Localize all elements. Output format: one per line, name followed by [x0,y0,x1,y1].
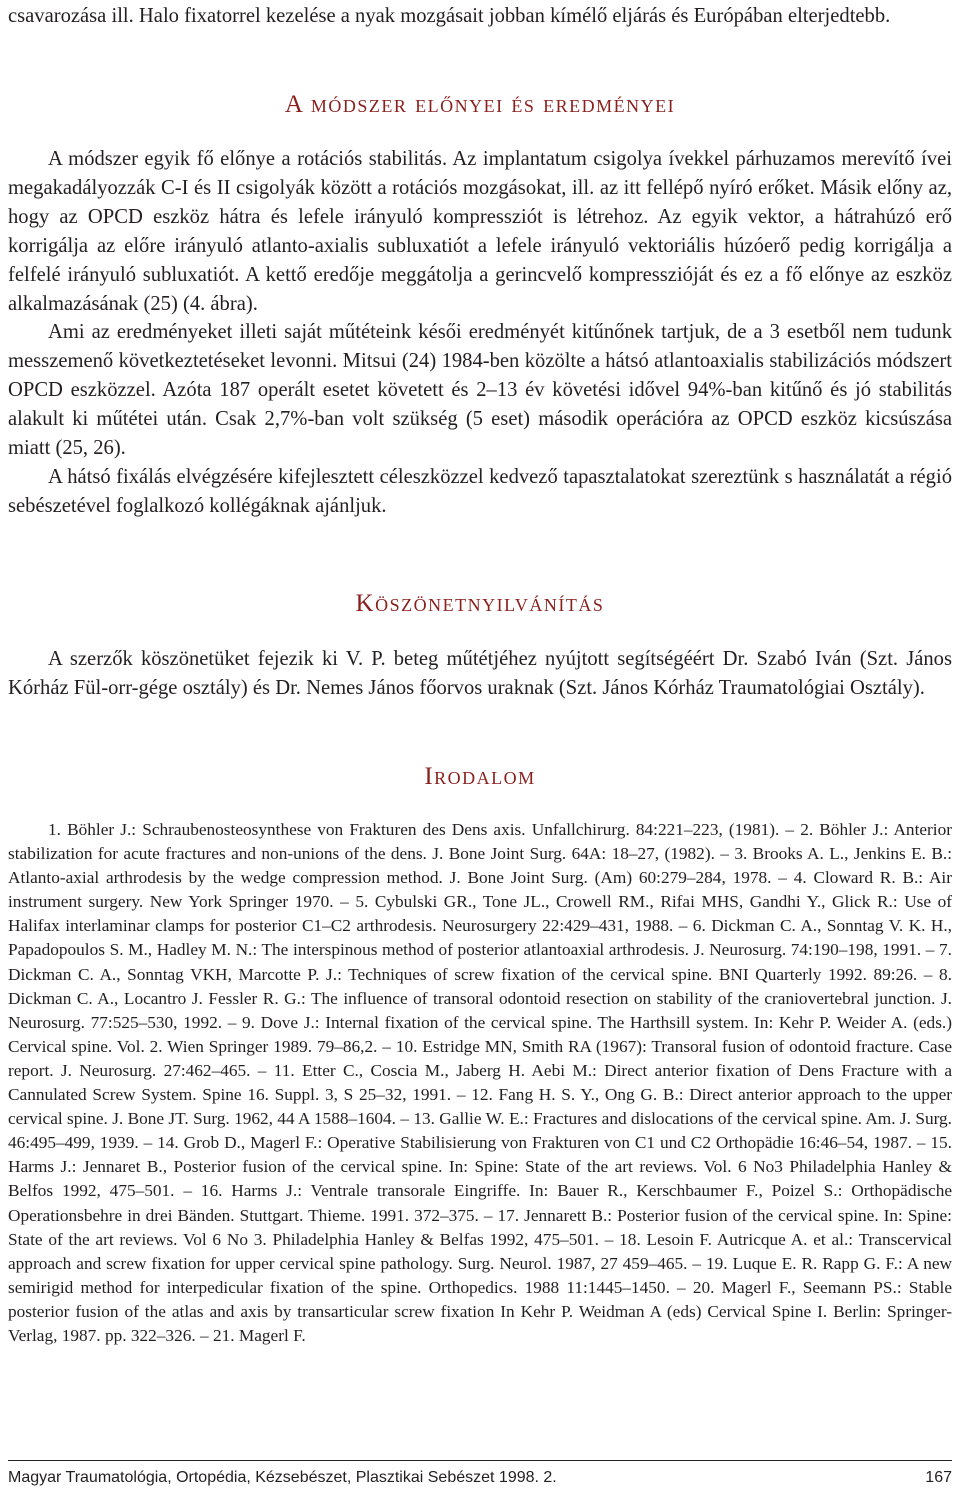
journal-citation: Magyar Traumatológia, Ortopédia, Kézsebészet, Plasztikai Sebészet 1998. 2. [8,1469,557,1486]
section-heading-advantages: A módszer előnyei és eredményei [284,91,676,118]
acknowledgements-text-block [8,645,952,703]
body-paragraph: A módszer egyik fő előnye a rotációs stabilitás. Az implantatum csigolya ívekkel párhuzamos merevítő ívei megakadályozzák C-I és II csigolyák között a rotációs mozgásokat, ill. az itt fellépő nyíró erőket. Másik előny az, hogy az OPCD eszköz hátra és lefele irányuló kompressziót is létrehoz. Az egyik vektor, a hátrahúzó erő korrigálja az előre irányuló atlanto-axialis subluxatiót a lefele irányuló vektoriális húzóerő pedig korrigálja a felfelé irányuló subluxatiót. A kettő eredője meggátolja a gerincvelő kompresszióját és ez a fő előnye az eszköz alkalmazásának (25) (4. ábra). [8,148,952,315]
advantages-text-block [8,145,952,521]
references-block [8,818,952,1348]
body-paragraph: Ami az eredményeket illeti saját műtéteink késői eredményét kitűnőnek tartjuk, de a 3 esetből nem tudunk messzemenő következtetéseket levonni. Mitsui (24) 1984-ben közölte a hátsó atlantoaxialis stabilizációs módszert OPCD eszközzel. Azóta 187 operált esetet követett és 2–13 év követési idővel 94%-ban kitűnő és jó stabilitás alakult ki műtétei után. Csak 2,7%-ban volt szükség (5 eset) második operációra az OPCD eszköz kicsúszása miatt (25, 26). [8,321,952,460]
section-heading-acknowledgements: Köszönetnyilvánítás [355,590,605,617]
section-heading-references: Irodalom [424,763,536,790]
body-paragraph: A hátsó fixálás elvégzésére kifejlesztett céleszközzel kedvező tapasztalatokat szereztünk s használatát a régió sebészetével foglalkozó kollégáknak ajánljuk. [8,465,952,517]
footer-divider [8,1460,952,1461]
continuation-text-block [8,2,952,31]
acknowledgements-paragraph: A szerzők köszönetüket fejezik ki V. P. beteg műtétjéhez nyújtott segítségéért Dr. Szabó Iván (Szt. János Kórház Fül-orr-gége osztály) és Dr. Nemes János főorvos uraknak (Szt. János Kórház Traumatológiai Osztály). [8,648,952,699]
page-number: 167 [925,1469,952,1486]
continuation-paragraph: csavarozása ill. Halo fixatorrel kezelése a nyak mozgásait jobban kímélő eljárás és Európában elterjedtebb. [8,5,891,27]
references-paragraph: 1. Böhler J.: Schraubenosteosynthese von Frakturen des Dens axis. Unfallchirurg. 84:221–223, (1981). – 2. Böhler J.: Anterior stabilization for acute fractures and non-unions of the dens. J. Bone Joint Surg. 64A: 18–27, (1982). – 3. Brooks A. L., Jenkins E. B.: Atlanto-axial arthrodesis by the wedge compression method. J. Bone Joint Surg. (Am) 60:279–284, 1978. – 4. Cloward R. B.: Air instrument surgery. New York Springer 1970. – 5. Cybulski GR., Tone JL., Crowell RM., Rifai MHS, Gandhi Y., Glick R.: Use of Halifax interlaminar clamps for posterior C1–C2 arthrodesis. Neurosurgery 22:429–431, 1988. – 6. Dickman C. A., Sonntag V. K. H., Papadopoulos S. M., Hadley M. N.: The interspinous method of posterior atlantoaxial arthrodesis. J. Neurosurg. 74:190–198, 1991. – 7. Dickman C. A., Sonntag VKH, Marcotte P. J.: Techniques of screw fixation of the cervical spine. BNI Quarterly 1992. 89:26. – 8. Dickman C. A., Locantro J. Fessler R. G.: The influence of transoral odontoid resection on stability of the craniovertebral junction. J. Neurosurg. 77:525–530, 1992. – 9. Dove J.: Internal fixation of the cervical spine. The Harthsill system. In: Kehr P. Weider A. (eds.) Cervical spine. Vol. 2. Wien Springer 1989. 79–86,2. – 10. Estridge MN, Smith RA (1967): Transoral fusion of odontoid fracture. Case report. J. Neurosurg. 27:462–465. – 11. Etter C., Coscia M., Jaberg H. Aebi M.: Direct anterior fixation of Dens Fracture with a Cannulated Screw System. Spine 16. Suppl. 3, S 25–32, 1991. – 12. Fang H. S. Y., Ong G. B.: Direct anterior approach to the upper cervical spine. J. Bone JT. Surg. 1962, 44 A 1588–1604. – 13. Gallie W. E.: Fractures and dislocations of the cervical spine. Am. J. Surg. 46:495–499, 1939. – 14. Grob D., Magerl F.: Operative Stabilisierung von Frakturen von C1 und C2 Orthopädie 16:46–54, 1987. – 15. Harms J.: Jennaret B., Posterior fusion of the cervical spine. In: Spine: State of the art reviews. Vol. 6 No3 Philadelphia Hanley & Belfos 1992, 475–501. – 16. Harms J.: Ventrale transorale Eingriffe. In: Bauer R., Kerschbaumer F., Poizel S.: Orthopädische Operationsbehre in drei Bänden. Stuttgart. Thieme. 1991. 372–375. – 17. Jennarett B.: Posterior fusion of the cervical spine. In: Spine: State of the art reviews. Vol 6 No 3. Philadelphia Hanley & Belfas 1992, 475–501. – 18. Lesoin F. Autricque A. et al.: Transcervical approach and screw fixation for upper cervical spine pathology. Surg. Neurol. 1987, 27 459–465. – 19. Luque E. R. Rapp G. F.: A new semirigid method for interpedicular fixation of the spine. Orthopedics. 1988 11:1445–1450. – 20. Magerl F., Seemann PS.: Stable posterior fusion of the atlas and axis by transarticular screw fixation In Kehr P. Weidman A (eds) Cervical Spine I. Berlin: Springer-Verlag, 1987. pp. 322–326. – 21. Magerl F. [8,820,952,1345]
